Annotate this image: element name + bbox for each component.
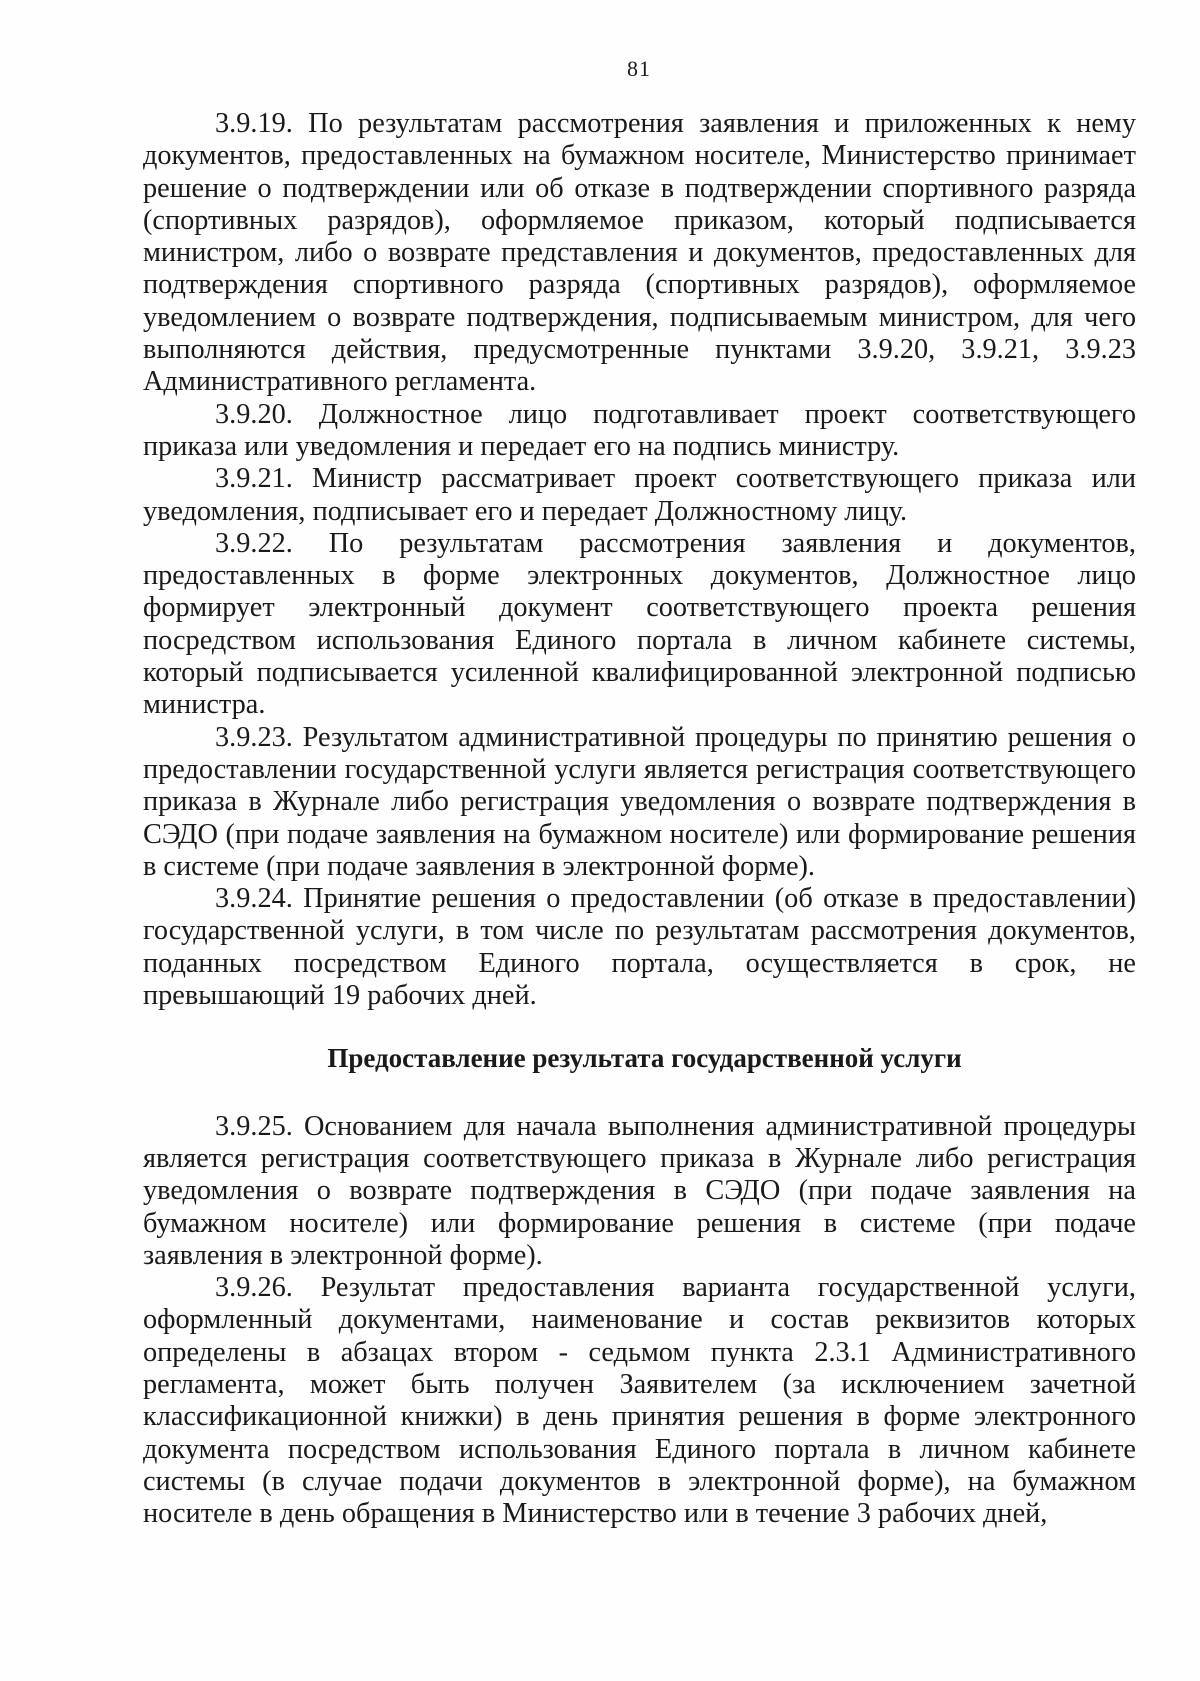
paragraph-3-9-24: 3.9.24. Принятие решения о предоставлении (об отказе в предоставлении) государственной услуги, в том числе по результатам рассмотрения документов, поданных посредством Единого портала, осуществляется в срок, не превышающий 19 рабочих дней. [143, 883, 1136, 1012]
paragraph-3-9-19: 3.9.19. По результатам рассмотрения заявления и приложенных к нему документов, предоставленных на бумажном носителе, Министерство принимает решение о подтверждении или об отказе в подтверждении спортивного разряда (спортивных разрядов), оформляемое приказом, который подписывается министром, либо о возврате представления и документов, предоставленных для подтверждения спортивного разряда (спортивных разрядов), оформляемое уведомлением о возврате подтверждения, подписываемым министром, для чего выполняются действия, предусмотренные пунктами 3.9.20, 3.9.21, 3.9.23 Административного регламента. [143, 108, 1136, 398]
paragraph-3-9-23: 3.9.23. Результатом административной процедуры по принятию решения о предоставлении государственной услуги является регистрация соответствующего приказа в Журнале либо регистрация уведомления о возврате подтверждения в СЭДО (при подаче заявления на бумажном носителе) или формирование решения в системе (при подаче заявления в электронной форме). [143, 721, 1136, 882]
paragraph-3-9-26: 3.9.26. Результат предоставления варианта государственной услуги, оформленный документами, наименование и состав реквизитов которых определены в абзацах втором - седьмом пункта 2.3.1 Административного регламента, может быть получен Заявителем (за исключением зачетной классификационной книжки) в день принятия решения в форме электронного документа посредством использования Единого портала в личном кабинете системы (в случае подачи документов в электронной форме), на бумажном носителе в день обращения в Министерство или в течение 3 рабочих дней, [143, 1272, 1136, 1530]
paragraph-3-9-22: 3.9.22. По результатам рассмотрения заявления и документов, предоставленных в форме электронных документов, Должностное лицо формирует электронный документ соответствующего проекта решения посредством использования Единого портала в личном кабинете системы, который подписывается усиленной квалифицированной электронной подписью министра. [143, 527, 1136, 721]
paragraph-3-9-21: 3.9.21. Министр рассматривает проект соответствующего приказа или уведомления, подписывает его и передает Должностному лицу. [143, 463, 1136, 527]
document-body [143, 108, 1136, 1530]
section-heading: Предоставление результата государственной услуги [327, 1043, 962, 1074]
paragraph-3-9-25: 3.9.25. Основанием для начала выполнения административной процедуры является регистрация соответствующего приказа в Журнале либо регистрация уведомления о возврате подтверждения в СЭДО (при подаче заявления на бумажном носителе) или формирование решения в системе (при подаче заявления в электронной форме). [143, 1110, 1136, 1271]
paragraph-3-9-20: 3.9.20. Должностное лицо подготавливает проект соответствующего приказа или уведомления и передает его на подпись министру. [143, 398, 1136, 462]
page-number: 81 [627, 56, 651, 81]
